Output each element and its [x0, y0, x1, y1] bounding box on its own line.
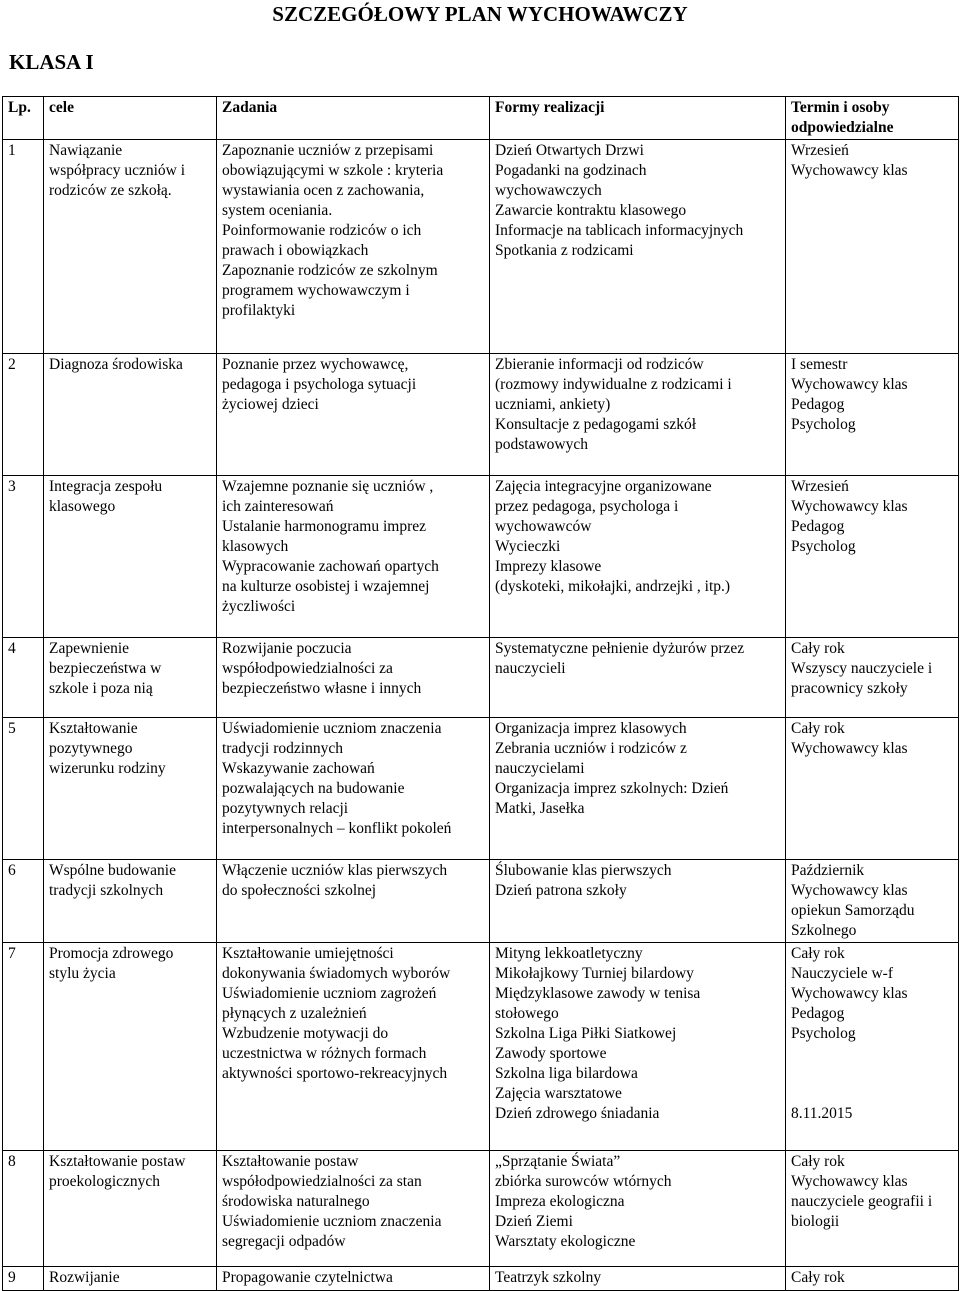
cell-line: Kształtowanie postaw [222, 1153, 359, 1170]
cell-zadania [217, 476, 490, 638]
cell-line: system oceniania. [222, 202, 333, 219]
cell-zadania [217, 860, 490, 943]
cell-line: Poznanie przez wychowawcę, [222, 356, 409, 373]
cell-line: Matki, Jasełka [495, 800, 585, 817]
cell-termin [786, 476, 959, 638]
table-row [3, 638, 959, 718]
cell-termin [786, 354, 959, 476]
cell-line: środowiska naturalnego [222, 1193, 370, 1210]
cell-line: Cały rok [791, 1269, 845, 1286]
cell-line: stołowego [495, 1005, 559, 1022]
cell-line: Wychowawcy klas [791, 376, 908, 393]
cell-line: pozwalających na budowanie [222, 780, 405, 797]
cell-line: biologii [791, 1213, 840, 1230]
table-row [3, 1151, 959, 1267]
cell-line: profilaktyki [222, 302, 296, 319]
cell-line: Wycieczki [495, 538, 561, 555]
cell-line: Wrzesień [791, 478, 849, 495]
cell-line: rodziców ze szkołą. [49, 182, 172, 199]
cell-line: pracownicy szkoły [791, 680, 908, 697]
cell-line: Wychowawcy klas [791, 740, 908, 757]
cell-formy [490, 860, 786, 943]
class-heading: KLASA I [9, 50, 94, 74]
cell-line: płynących z uzależnień [222, 1005, 367, 1022]
header-zadania: Zadania [217, 97, 490, 140]
cell-line: Wychowawcy klas [791, 498, 908, 515]
cell-line: Wychowawcy klas [791, 882, 908, 899]
cell-zadania [217, 638, 490, 718]
header-formy: Formy realizacji [490, 97, 786, 140]
cell-line: pozytywnych relacji [222, 800, 349, 817]
cell-lp: 6 [3, 860, 44, 943]
cell-formy [490, 1151, 786, 1267]
table-row [3, 476, 959, 638]
cell-line: Warsztaty ekologiczne [495, 1233, 636, 1250]
cell-cele [44, 860, 217, 943]
cell-line: Dzień zdrowego śniadania [495, 1105, 660, 1122]
cell-line: zbiórka surowców wtórnych [495, 1173, 672, 1190]
cell-line: segregacji odpadów [222, 1233, 346, 1250]
cell-line: I semestr [791, 356, 848, 373]
cell-line: Informacje na tablicach informacyjnych [495, 222, 744, 239]
cell-line: nauczycieli [495, 660, 566, 677]
cell-line: Kształtowanie postaw [49, 1153, 186, 1170]
cell-line: Zbieranie informacji od rodziców [495, 356, 704, 373]
cell-line: Rozwijanie poczucia [222, 640, 352, 657]
cell-line: Konsultacje z pedagogami szkół [495, 416, 697, 433]
cell-line [791, 1084, 953, 1104]
cell-line: Cały rok [791, 945, 845, 962]
cell-line: Wszyscy nauczyciele i [791, 660, 933, 677]
table-row [3, 1267, 959, 1291]
cell-line: Wychowawcy klas [791, 162, 908, 179]
cell-line: Włączenie uczniów klas pierwszych [222, 862, 448, 879]
cell-zadania [217, 943, 490, 1151]
cell-line: Zajęcia integracyjne organizowane [495, 478, 712, 495]
cell-line: Szkolnego [791, 922, 857, 939]
header-termin: Termin i osoby odpowiedzialne [786, 97, 959, 140]
cell-line: obowiązującymi w szkole : kryteria [222, 162, 444, 179]
document-title: SZCZEGÓŁOWY PLAN WYCHOWAWCZY [272, 2, 688, 26]
cell-line: Cały rok [791, 720, 845, 737]
cell-termin [786, 638, 959, 718]
cell-line: Wskazywanie zachowań [222, 760, 375, 777]
cell-termin [786, 1267, 959, 1291]
cell-line: Psycholog [791, 416, 856, 433]
cell-line: Integracja zespołu [49, 478, 163, 495]
cell-cele [44, 354, 217, 476]
cell-formy [490, 1267, 786, 1291]
cell-zadania [217, 354, 490, 476]
cell-line: Cały rok [791, 640, 845, 657]
cell-line: wychowawczych [495, 182, 602, 199]
table-row [3, 860, 959, 943]
cell-cele [44, 140, 217, 354]
cell-line: interpersonalnych – konflikt pokoleń [222, 820, 452, 837]
cell-line: Impreza ekologiczna [495, 1193, 625, 1210]
cell-line: Teatrzyk szkolny [495, 1269, 602, 1286]
plan-table-body [3, 140, 959, 1291]
cell-line: Wzajemne poznanie się uczniów , [222, 478, 434, 495]
cell-formy [490, 943, 786, 1151]
cell-cele [44, 718, 217, 860]
cell-line: nauczyciele geografii i [791, 1193, 933, 1210]
cell-line: Pogadanki na godzinach [495, 162, 647, 179]
cell-line: Międzyklasowe zawody w tenisa [495, 985, 701, 1002]
cell-line: Nawiązanie [49, 142, 123, 159]
cell-line: Wrzesień [791, 142, 849, 159]
table-row [3, 943, 959, 1151]
cell-line: wizerunku rodziny [49, 760, 166, 777]
cell-line: życiowej dzieci [222, 396, 319, 413]
cell-line: Psycholog [791, 538, 856, 555]
cell-line: wychowawców [495, 518, 592, 535]
cell-line: Zawody sportowe [495, 1045, 607, 1062]
table-header-row [3, 97, 959, 140]
cell-line: współpracy uczniów i [49, 162, 186, 179]
cell-line: Wychowawcy klas [791, 985, 908, 1002]
cell-lp: 1 [3, 140, 44, 354]
cell-line: podstawowych [495, 436, 588, 453]
cell-lp: 7 [3, 943, 44, 1151]
cell-line: (rozmowy indywidualne z rodzicami i [495, 376, 732, 393]
cell-line: klasowych [222, 538, 289, 555]
cell-line: Październik [791, 862, 865, 879]
cell-line: stylu życia [49, 965, 116, 982]
cell-line: Kształtowanie [49, 720, 138, 737]
cell-line: Dzień Otwartych Drzwi [495, 142, 644, 159]
cell-line: Organizacja imprez klasowych [495, 720, 687, 737]
cell-line: Pedagog [791, 1005, 845, 1022]
cell-termin [786, 1151, 959, 1267]
cell-zadania [217, 1151, 490, 1267]
cell-line: aktywności sportowo-rekreacyjnych [222, 1065, 448, 1082]
cell-line: Mityng lekkoatletyczny [495, 945, 643, 962]
cell-line: Pedagog [791, 396, 845, 413]
cell-line: Dzień patrona szkoły [495, 882, 627, 899]
cell-line: Systematyczne pełnienie dyżurów przez [495, 640, 745, 657]
cell-line: opiekun Samorządu [791, 902, 915, 919]
cell-line: Uświadomienie uczniom znaczenia [222, 1213, 442, 1230]
cell-line: wystawiania ocen z zachowania, [222, 182, 425, 199]
header-lp: Lp. [3, 97, 44, 140]
cell-formy [490, 638, 786, 718]
cell-line: ich zainteresowań [222, 498, 334, 515]
cell-line: współodpowiedzialności za [222, 660, 393, 677]
cell-formy [490, 718, 786, 860]
cell-line: Pedagog [791, 518, 845, 535]
cell-cele [44, 476, 217, 638]
cell-line: Ustalanie harmonogramu imprez [222, 518, 427, 535]
cell-line: Dzień Ziemi [495, 1213, 573, 1230]
cell-line: 8.11.2015 [791, 1105, 853, 1122]
cell-cele [44, 943, 217, 1151]
cell-line: Poinformowanie rodziców o ich [222, 222, 422, 239]
cell-line: pozytywnego [49, 740, 133, 757]
cell-line [791, 1044, 953, 1064]
cell-formy [490, 140, 786, 354]
header-cele: cele [44, 97, 217, 140]
cell-line: Psycholog [791, 1025, 856, 1042]
cell-line: tradycji rodzinnych [222, 740, 343, 757]
table-row [3, 140, 959, 354]
cell-line: Diagnoza środowiska [49, 356, 183, 373]
cell-lp: 4 [3, 638, 44, 718]
cell-termin [786, 140, 959, 354]
cell-line: Imprezy klasowe [495, 558, 602, 575]
cell-line: Wspólne budowanie [49, 862, 176, 879]
cell-line: nauczycielami [495, 760, 585, 777]
cell-line: Zapoznanie rodziców ze szkolnym [222, 262, 438, 279]
cell-formy [490, 476, 786, 638]
cell-line: bezpieczeństwo własne i innych [222, 680, 422, 697]
cell-line: Propagowanie czytelnictwa [222, 1269, 393, 1286]
cell-termin [786, 718, 959, 860]
cell-line: Wychowawcy klas [791, 1173, 908, 1190]
table-row [3, 718, 959, 860]
cell-lp: 3 [3, 476, 44, 638]
cell-line: Szkolna Liga Piłki Siatkowej [495, 1025, 677, 1042]
cell-line: Wzbudzenie motywacji do [222, 1025, 389, 1042]
cell-line: Nauczyciele w-f [791, 965, 893, 982]
cell-line: Spotkania z rodzicami [495, 242, 634, 259]
cell-line: Cały rok [791, 1153, 845, 1170]
cell-line: Kształtowanie umiejętności [222, 945, 394, 962]
cell-line: do społeczności szkolnej [222, 882, 377, 899]
cell-line: na kulturze osobistej i wzajemnej [222, 578, 430, 595]
cell-lp: 9 [3, 1267, 44, 1291]
cell-line: szkole i poza nią [49, 680, 153, 697]
cell-line: uczestnictwa w różnych formach [222, 1045, 427, 1062]
cell-formy [490, 354, 786, 476]
cell-line: pedagoga i psychologa sytuacji [222, 376, 417, 393]
cell-line: Zapoznanie uczniów z przepisami [222, 142, 434, 159]
cell-line: Zajęcia warsztatowe [495, 1085, 622, 1102]
cell-line: dokonywania świadomych wyborów [222, 965, 451, 982]
cell-line: proekologicznych [49, 1173, 161, 1190]
cell-line: programem wychowawczym i [222, 282, 410, 299]
cell-line: Szkolna liga bilardowa [495, 1065, 638, 1082]
cell-line: życzliwości [222, 598, 296, 615]
plan-table [2, 96, 959, 1291]
cell-termin [786, 860, 959, 943]
cell-lp: 8 [3, 1151, 44, 1267]
cell-line: Mikołajkowy Turniej bilardowy [495, 965, 694, 982]
cell-cele [44, 638, 217, 718]
cell-line: uczniami, ankiety) [495, 396, 611, 413]
cell-line: bezpieczeństwa w [49, 660, 162, 677]
cell-termin [786, 943, 959, 1151]
cell-line: „Sprzątanie Świata” [495, 1153, 621, 1170]
cell-line: (dyskoteki, mikołajki, andrzejki , itp.) [495, 578, 731, 595]
cell-line: Ślubowanie klas pierwszych [495, 862, 672, 879]
cell-line: współodpowiedzialności za stan [222, 1173, 422, 1190]
cell-line: Promocja zdrowego [49, 945, 174, 962]
cell-line: Zapewnienie [49, 640, 130, 657]
table-row [3, 354, 959, 476]
cell-line: Wypracowanie zachowań opartych [222, 558, 439, 575]
cell-line: Uświadomienie uczniom znaczenia [222, 720, 442, 737]
cell-line: tradycji szkolnych [49, 882, 164, 899]
cell-lp: 5 [3, 718, 44, 860]
cell-cele [44, 1151, 217, 1267]
cell-zadania [217, 140, 490, 354]
cell-line: Zebrania uczniów i rodziców z [495, 740, 687, 757]
cell-cele [44, 1267, 217, 1291]
cell-line: Organizacja imprez szkolnych: Dzień [495, 780, 729, 797]
cell-zadania [217, 718, 490, 860]
cell-line: prawach i obowiązkach [222, 242, 369, 259]
cell-zadania [217, 1267, 490, 1291]
cell-lp: 2 [3, 354, 44, 476]
cell-line: klasowego [49, 498, 116, 515]
cell-line: Uświadomienie uczniom zagrożeń [222, 985, 437, 1002]
cell-line: Zawarcie kontraktu klasowego [495, 202, 687, 219]
cell-line [791, 1064, 953, 1084]
cell-line: przez pedagoga, psychologa i [495, 498, 679, 515]
cell-line: Rozwijanie [49, 1269, 120, 1286]
